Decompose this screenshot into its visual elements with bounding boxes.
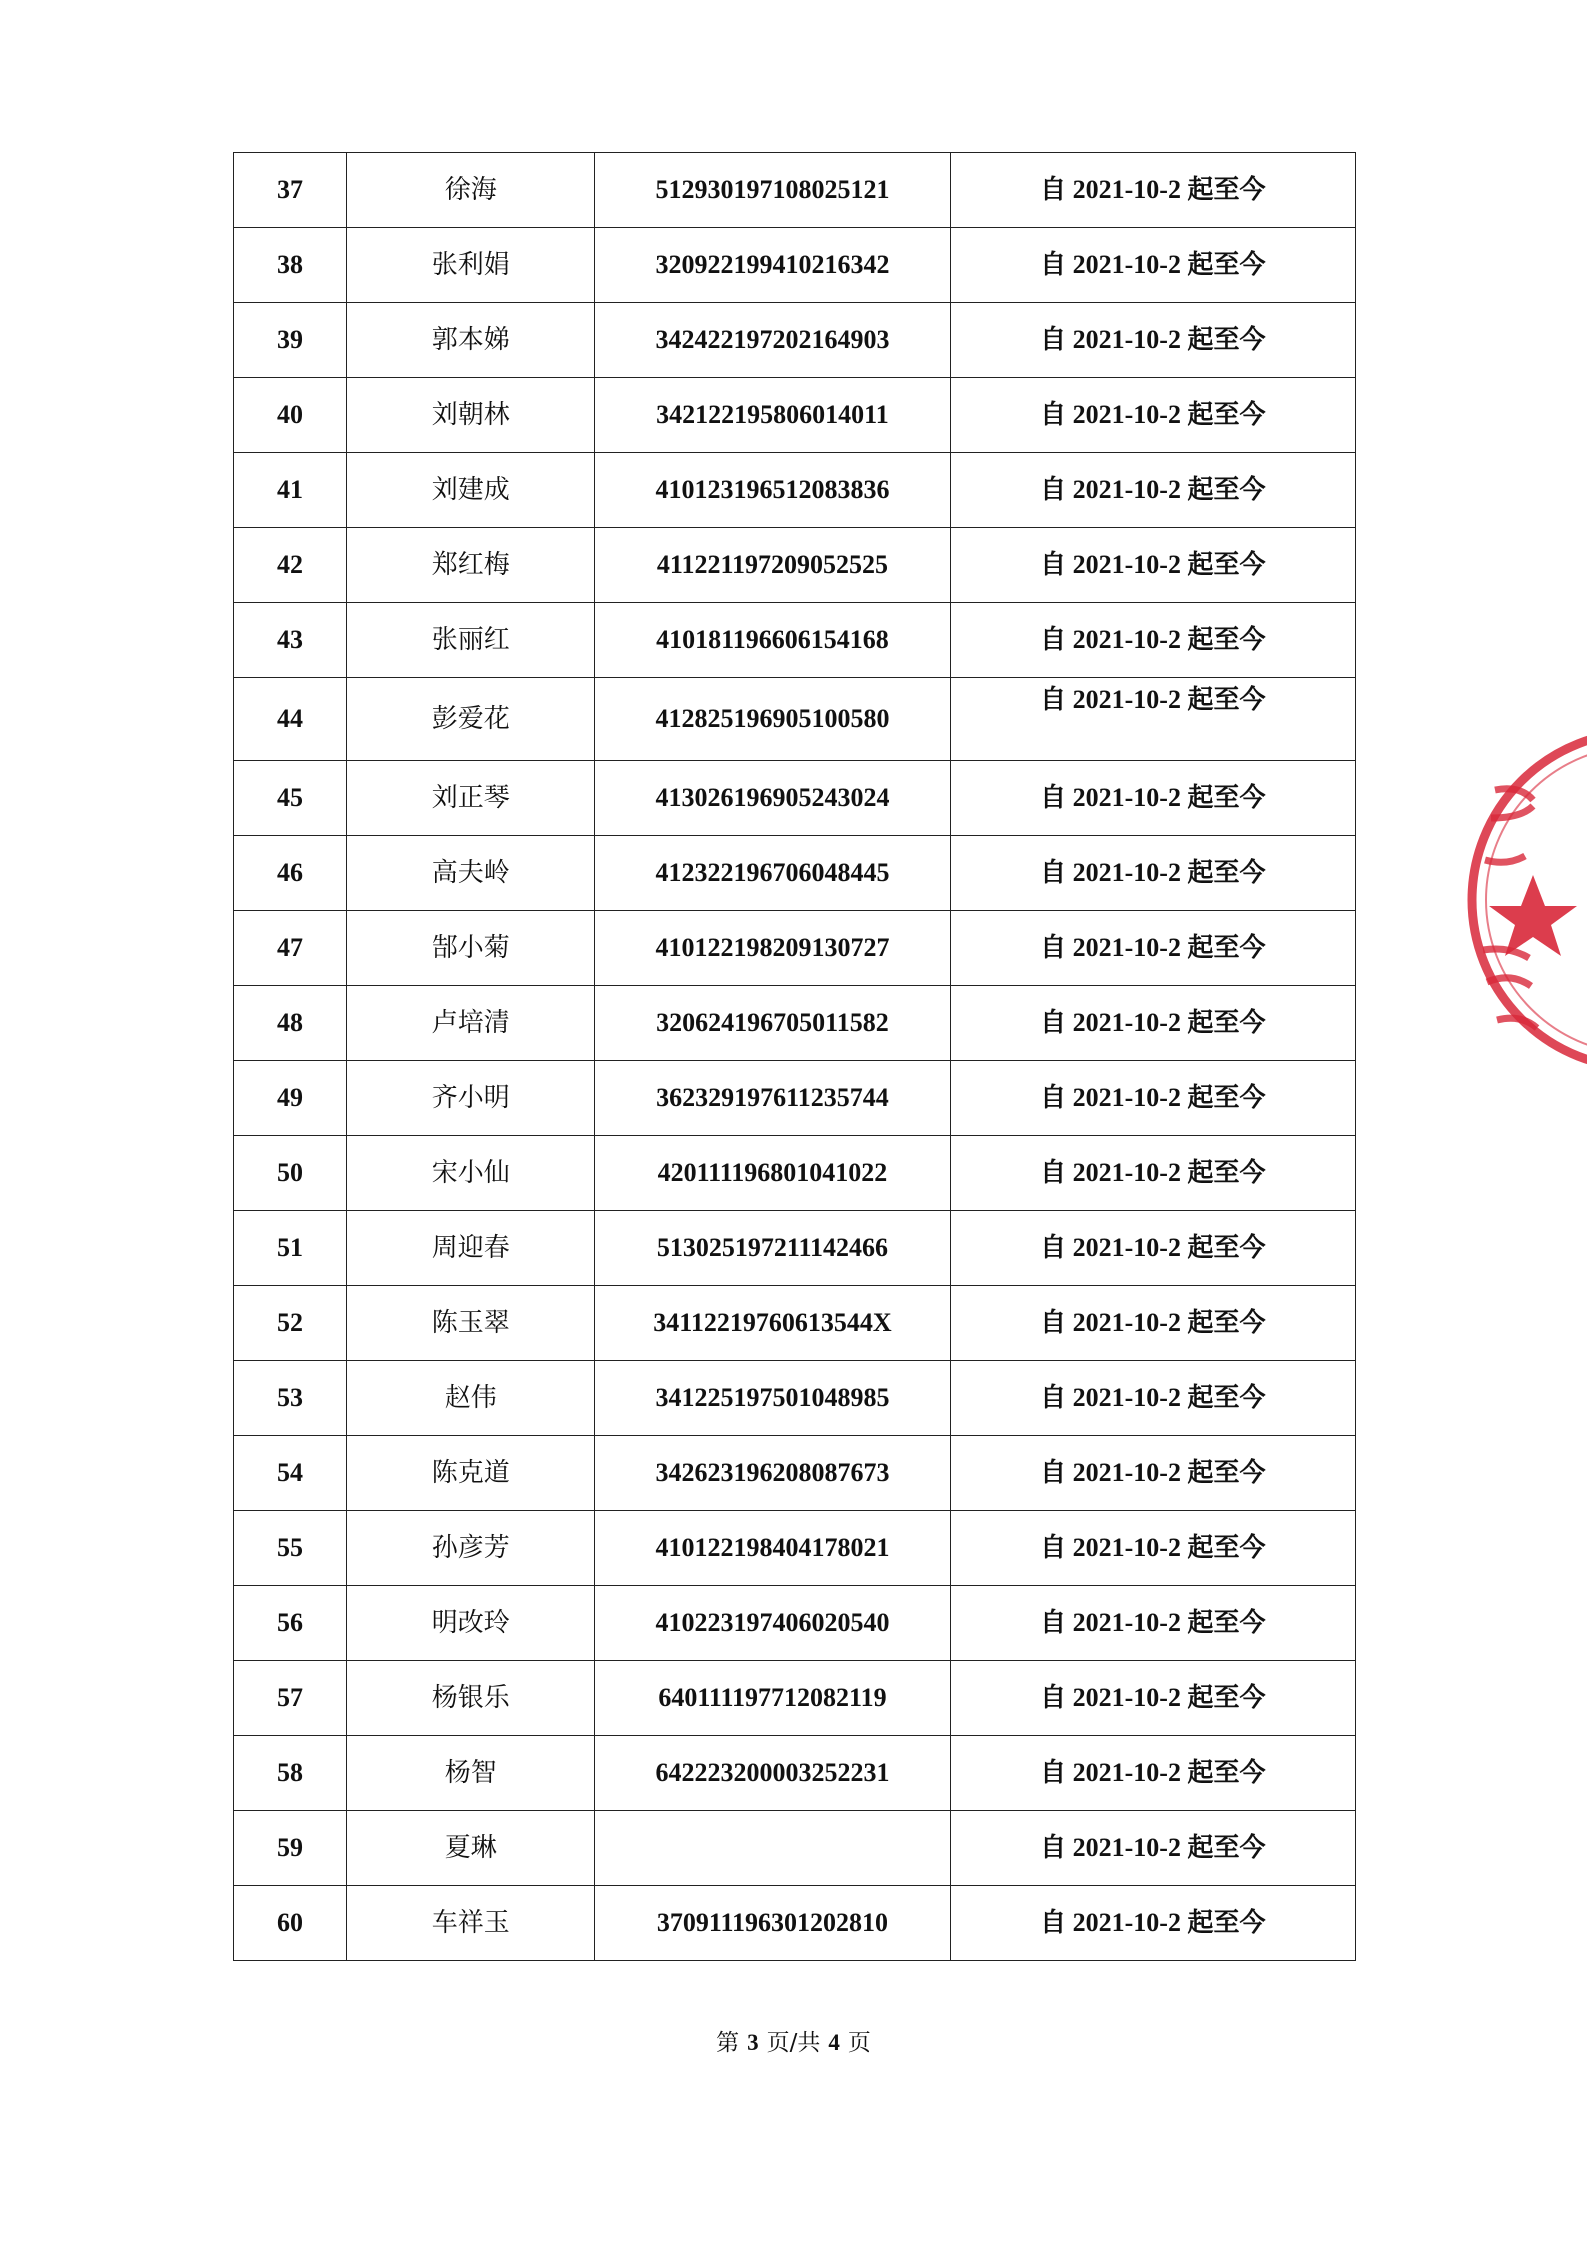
row-id-number: 342422197202164903 xyxy=(595,303,950,378)
table-row xyxy=(234,303,1356,378)
row-name: 高夫岭 xyxy=(347,836,595,911)
footer-total-pages: 4 xyxy=(828,2030,840,2055)
row-name: 孙彦芳 xyxy=(347,1511,595,1586)
row-number: 55 xyxy=(234,1511,347,1586)
row-name: 刘朝林 xyxy=(347,378,595,453)
row-name: 车祥玉 xyxy=(347,1886,595,1961)
seal-outer-ring xyxy=(1472,732,1587,1068)
row-name: 陈玉翠 xyxy=(347,1286,595,1361)
row-name: 杨银乐 xyxy=(347,1661,595,1736)
row-id-number: 410122198404178021 xyxy=(595,1511,950,1586)
seal-mark-2 xyxy=(1483,949,1537,1028)
row-id-number xyxy=(595,1811,950,1886)
table-row xyxy=(234,986,1356,1061)
row-name: 徐海 xyxy=(347,153,595,228)
row-period: 自 2021-10-2 起至今 xyxy=(950,1361,1355,1436)
row-name: 郜小菊 xyxy=(347,911,595,986)
seal-mark-1 xyxy=(1485,789,1533,863)
official-seal-stamp xyxy=(1465,720,1587,1080)
row-period: 自 2021-10-2 起至今 xyxy=(950,1886,1355,1961)
row-number: 54 xyxy=(234,1436,347,1511)
row-number: 47 xyxy=(234,911,347,986)
row-name: 宋小仙 xyxy=(347,1136,595,1211)
row-id-number: 320922199410216342 xyxy=(595,228,950,303)
row-number: 53 xyxy=(234,1361,347,1436)
row-id-number: 362329197611235744 xyxy=(595,1061,950,1136)
roster-table xyxy=(233,152,1356,1961)
row-id-number: 513025197211142466 xyxy=(595,1211,950,1286)
roster-table-body xyxy=(234,153,1356,1961)
footer-prefix: 第 xyxy=(716,2030,740,2056)
row-id-number: 341225197501048985 xyxy=(595,1361,950,1436)
row-period: 自 2021-10-2 起至今 xyxy=(950,603,1355,678)
row-name: 赵伟 xyxy=(347,1361,595,1436)
row-id-number: 342122195806014011 xyxy=(595,378,950,453)
table-row xyxy=(234,836,1356,911)
row-period: 自 2021-10-2 起至今 xyxy=(950,453,1355,528)
table-row xyxy=(234,1361,1356,1436)
row-id-number: 420111196801041022 xyxy=(595,1136,950,1211)
row-number: 50 xyxy=(234,1136,347,1211)
row-number: 40 xyxy=(234,378,347,453)
row-name: 刘正琴 xyxy=(347,761,595,836)
row-number: 38 xyxy=(234,228,347,303)
row-name: 张丽红 xyxy=(347,603,595,678)
table-row xyxy=(234,453,1356,528)
row-name: 周迎春 xyxy=(347,1211,595,1286)
row-period: 自 2021-10-2 起至今 xyxy=(950,1811,1355,1886)
row-name: 夏琳 xyxy=(347,1811,595,1886)
row-number: 52 xyxy=(234,1286,347,1361)
table-row xyxy=(234,1061,1356,1136)
row-number: 58 xyxy=(234,1736,347,1811)
row-number: 42 xyxy=(234,528,347,603)
row-number: 41 xyxy=(234,453,347,528)
row-period: 自 2021-10-2 起至今 xyxy=(950,1661,1355,1736)
table-row xyxy=(234,911,1356,986)
row-period: 自 2021-10-2 起至今 xyxy=(950,303,1355,378)
footer-middle: 页/共 xyxy=(766,2030,821,2056)
row-period: 自 2021-10-2 起至今 xyxy=(950,1736,1355,1811)
row-period: 自 2021-10-2 起至今 xyxy=(950,528,1355,603)
row-period: 自 2021-10-2 起至今 xyxy=(950,1136,1355,1211)
row-id-number: 320624196705011582 xyxy=(595,986,950,1061)
row-id-number: 370911196301202810 xyxy=(595,1886,950,1961)
seal-inner-ring xyxy=(1486,746,1587,1054)
table-row xyxy=(234,1661,1356,1736)
row-name: 郑红梅 xyxy=(347,528,595,603)
row-id-number: 642223200003252231 xyxy=(595,1736,950,1811)
row-name: 陈克道 xyxy=(347,1436,595,1511)
row-period: 自 2021-10-2 起至今 xyxy=(950,836,1355,911)
row-number: 43 xyxy=(234,603,347,678)
row-id-number: 413026196905243024 xyxy=(595,761,950,836)
row-period: 自 2021-10-2 起至今 xyxy=(950,1211,1355,1286)
row-period: 自 2021-10-2 起至今 xyxy=(950,1436,1355,1511)
footer-page-number: 3 xyxy=(747,2030,759,2055)
row-id-number: 410181196606154168 xyxy=(595,603,950,678)
row-period: 自 2021-10-2 起至今 xyxy=(950,1511,1355,1586)
row-number: 59 xyxy=(234,1811,347,1886)
row-period: 自 2021-10-2 起至今 xyxy=(950,153,1355,228)
row-number: 37 xyxy=(234,153,347,228)
row-period: 自 2021-10-2 起至今 xyxy=(950,378,1355,453)
row-name: 齐小明 xyxy=(347,1061,595,1136)
row-number: 39 xyxy=(234,303,347,378)
row-id-number: 640111197712082119 xyxy=(595,1661,950,1736)
table-row xyxy=(234,1886,1356,1961)
row-number: 48 xyxy=(234,986,347,1061)
table-row xyxy=(234,228,1356,303)
table-row xyxy=(234,153,1356,228)
row-id-number: 410123196512083836 xyxy=(595,453,950,528)
row-name: 张利娟 xyxy=(347,228,595,303)
row-period: 自 2021-10-2 起至今 xyxy=(950,761,1355,836)
row-name: 郭本娣 xyxy=(347,303,595,378)
row-id-number: 34112219760613544X xyxy=(595,1286,950,1361)
row-id-number: 412825196905100580 xyxy=(595,678,950,761)
table-row xyxy=(234,1736,1356,1811)
row-name: 刘建成 xyxy=(347,453,595,528)
row-period: 自 2021-10-2 起至今 xyxy=(950,1061,1355,1136)
row-name: 杨智 xyxy=(347,1736,595,1811)
table-row xyxy=(234,1511,1356,1586)
row-number: 60 xyxy=(234,1886,347,1961)
row-period: 自 2021-10-2 起至今 xyxy=(950,228,1355,303)
row-period: 自 2021-10-2 起至今 xyxy=(950,1286,1355,1361)
row-period: 自 2021-10-2 起至今 xyxy=(950,1586,1355,1661)
row-name: 彭爱花 xyxy=(347,678,595,761)
row-period: 自 2021-10-2 起至今 xyxy=(950,911,1355,986)
row-id-number: 412322196706048445 xyxy=(595,836,950,911)
table-row xyxy=(234,378,1356,453)
row-id-number: 410223197406020540 xyxy=(595,1586,950,1661)
row-number: 44 xyxy=(234,678,347,761)
row-id-number: 342623196208087673 xyxy=(595,1436,950,1511)
row-number: 56 xyxy=(234,1586,347,1661)
row-period: 自 2021-10-2 起至今 xyxy=(950,678,1355,761)
row-number: 51 xyxy=(234,1211,347,1286)
row-number: 57 xyxy=(234,1661,347,1736)
table-row xyxy=(234,1286,1356,1361)
table-row xyxy=(234,603,1356,678)
table-row xyxy=(234,678,1356,761)
row-id-number: 410122198209130727 xyxy=(595,911,950,986)
table-row xyxy=(234,1136,1356,1211)
row-name: 明改玲 xyxy=(347,1586,595,1661)
row-period: 自 2021-10-2 起至今 xyxy=(950,986,1355,1061)
table-row xyxy=(234,761,1356,836)
row-number: 49 xyxy=(234,1061,347,1136)
star-icon xyxy=(1489,875,1577,956)
row-number: 45 xyxy=(234,761,347,836)
table-row xyxy=(234,1811,1356,1886)
table-row xyxy=(234,1436,1356,1511)
table-row xyxy=(234,1586,1356,1661)
page-footer xyxy=(0,2024,1587,2057)
table-row xyxy=(234,528,1356,603)
footer-suffix: 页 xyxy=(847,2030,871,2056)
table-row xyxy=(234,1211,1356,1286)
row-id-number: 411221197209052525 xyxy=(595,528,950,603)
row-number: 46 xyxy=(234,836,347,911)
row-name: 卢培清 xyxy=(347,986,595,1061)
row-id-number: 512930197108025121 xyxy=(595,153,950,228)
